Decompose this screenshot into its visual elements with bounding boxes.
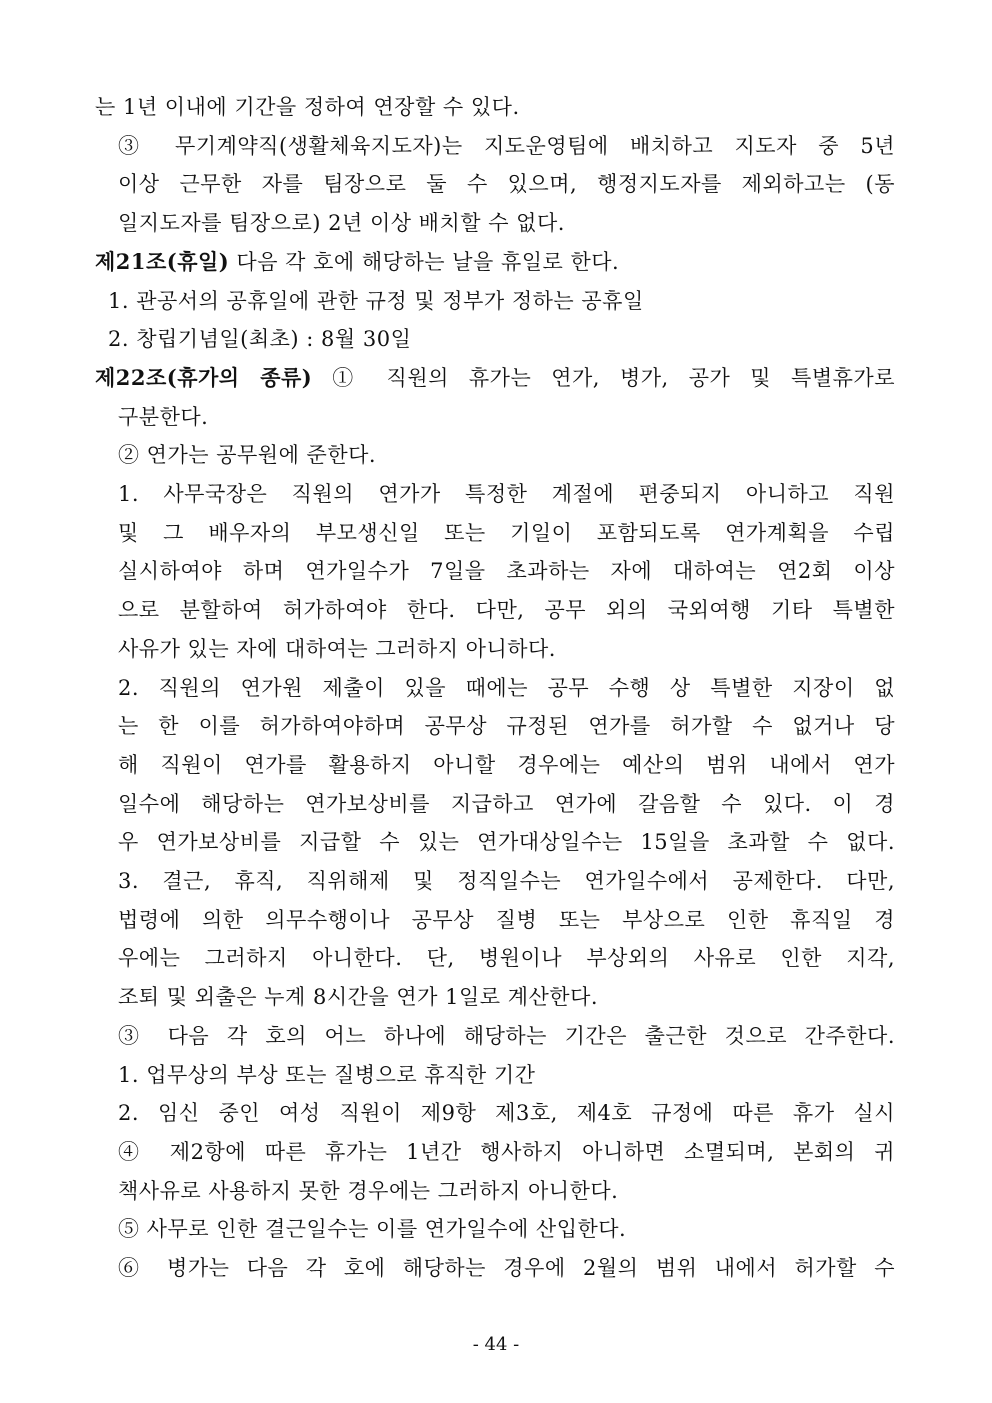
text-line: [118, 593, 895, 627]
line-text: 이상 근무한 자를 팀장으로 둘 수 있으며, 행정지도자를 제외하고는 (동: [118, 172, 895, 197]
text-line: [118, 1019, 895, 1053]
line-text: 1. 관공서의 공휴일에 관한 규정 및 정부가 정하는 공휴일: [108, 288, 644, 313]
line-text: ③ 다음 각 호의 어느 하나에 해당하는 기간은 출근한 것으로 간주한다.: [118, 1023, 895, 1048]
line-text: ② 연가는 공무원에 준한다.: [118, 443, 377, 468]
text-line: [118, 709, 895, 743]
article-heading: 제22조(휴가의 종류): [95, 364, 313, 390]
line-text: 다음 각 호에 해당하는 날을 휴일로 한다.: [229, 249, 620, 274]
line-text: 일수에 해당하는 연가보상비를 지급하고 연가에 갈음할 수 있다. 이 경: [118, 791, 895, 816]
line-text: 해 직원이 연가를 활용하지 아니할 경우에는 예산의 범위 내에서 연가: [118, 752, 895, 777]
line-text: ③ 무기계약직(생활체육지도자)는 지도운영팀에 배치하고 지도자 중 5년: [118, 133, 895, 158]
line-text: 사유가 있는 자에 대하여는 그러하지 아니하다.: [118, 636, 556, 661]
text-line: [108, 322, 895, 356]
line-text: 책사유로 사용하지 못한 경우에는 그러하지 아니한다.: [118, 1178, 619, 1203]
line-text: 법령에 의한 의무수행이나 공무상 질병 또는 부상으로 인한 휴직일 경: [118, 907, 895, 932]
text-line: [95, 245, 895, 279]
text-line: [118, 1212, 895, 1246]
text-line: [118, 1058, 895, 1092]
line-text: 3. 결근, 휴직, 직위해제 및 정직일수는 연가일수에서 공제한다. 다만,: [118, 869, 895, 893]
line-text: 우에는 그러하지 아니한다. 단, 병원이나 부상외의 사유로 인한 지각,: [118, 946, 895, 971]
text-line: [118, 554, 895, 588]
line-text: 2. 직원의 연가원 제출이 있을 때에는 공무 수행 상 특별한 지장이 없: [118, 675, 895, 700]
line-text: 조퇴 및 외출은 누계 8시간을 연가 1일로 계산한다.: [118, 985, 599, 1010]
text-line: [118, 787, 895, 821]
line-text: 는 1년 이내에 기간을 정하여 연장할 수 있다.: [95, 95, 520, 119]
text-line: [95, 361, 895, 395]
line-text: 2. 임신 중인 여성 직원이 제9항 제3호, 제4호 규정에 따른 휴가 실시: [118, 1101, 895, 1126]
text-line: [118, 1096, 895, 1130]
line-text: ④ 제2항에 따른 휴가는 1년간 행사하지 아니하면 소멸되며, 본회의 귀: [118, 1139, 895, 1164]
text-line: [118, 129, 895, 163]
text-line: [118, 671, 895, 705]
line-text: ⑥ 병가는 다음 각 호에 해당하는 경우에 2월의 범위 내에서 허가할 수: [118, 1256, 895, 1280]
text-line: [95, 90, 895, 124]
page-number: - 44 -: [472, 1334, 520, 1355]
text-line: [118, 980, 895, 1014]
text-line: [118, 903, 895, 937]
text-line: [118, 1135, 895, 1169]
text-line: [118, 167, 895, 201]
text-line: [118, 632, 895, 666]
line-text: 는 한 이를 허가하여야하며 공무상 규정된 연가를 허가할 수 없거나 당: [118, 714, 895, 739]
text-line: [118, 1251, 895, 1285]
text-line: [118, 825, 895, 859]
text-line: [118, 748, 895, 782]
text-line: [118, 477, 895, 511]
line-text: ① 직원의 휴가는 연가, 병가, 공가 및 특별휴가로: [312, 365, 895, 390]
text-line: [108, 284, 895, 318]
line-text: ⑤ 사무로 인한 결근일수는 이를 연가일수에 산입한다.: [118, 1217, 627, 1242]
line-text: 1. 업무상의 부상 또는 질병으로 휴직한 기간: [118, 1062, 536, 1087]
text-line: [118, 400, 895, 434]
text-line: [118, 1174, 895, 1208]
text-line: [118, 438, 895, 472]
line-text: 일지도자를 팀장으로) 2년 이상 배치할 수 없다.: [118, 211, 565, 236]
article-heading: 제21조(휴일): [95, 248, 230, 274]
text-line: [118, 864, 895, 898]
line-text: 우 연가보상비를 지급할 수 있는 연가대상일수는 15일을 초과할 수 없다.: [118, 830, 895, 855]
line-text: 2. 창립기념일(최초) : 8월 30일: [108, 327, 412, 352]
line-text: 구분한다.: [118, 404, 209, 429]
line-text: 및 그 배우자의 부모생신일 또는 기일이 포함되도록 연가계획을 수립: [118, 520, 895, 545]
line-text: 으로 분할하여 허가하여야 한다. 다만, 공무 외의 국외여행 기타 특별한: [118, 598, 895, 623]
line-text: 1. 사무국장은 직원의 연가가 특정한 계절에 편중되지 아니하고 직원: [118, 482, 895, 506]
text-line: [118, 941, 895, 975]
line-text: 실시하여야 하며 연가일수가 7일을 초과하는 자에 대하여는 연2회 이상: [118, 559, 895, 584]
text-line: [118, 516, 895, 550]
text-line: [118, 206, 895, 240]
